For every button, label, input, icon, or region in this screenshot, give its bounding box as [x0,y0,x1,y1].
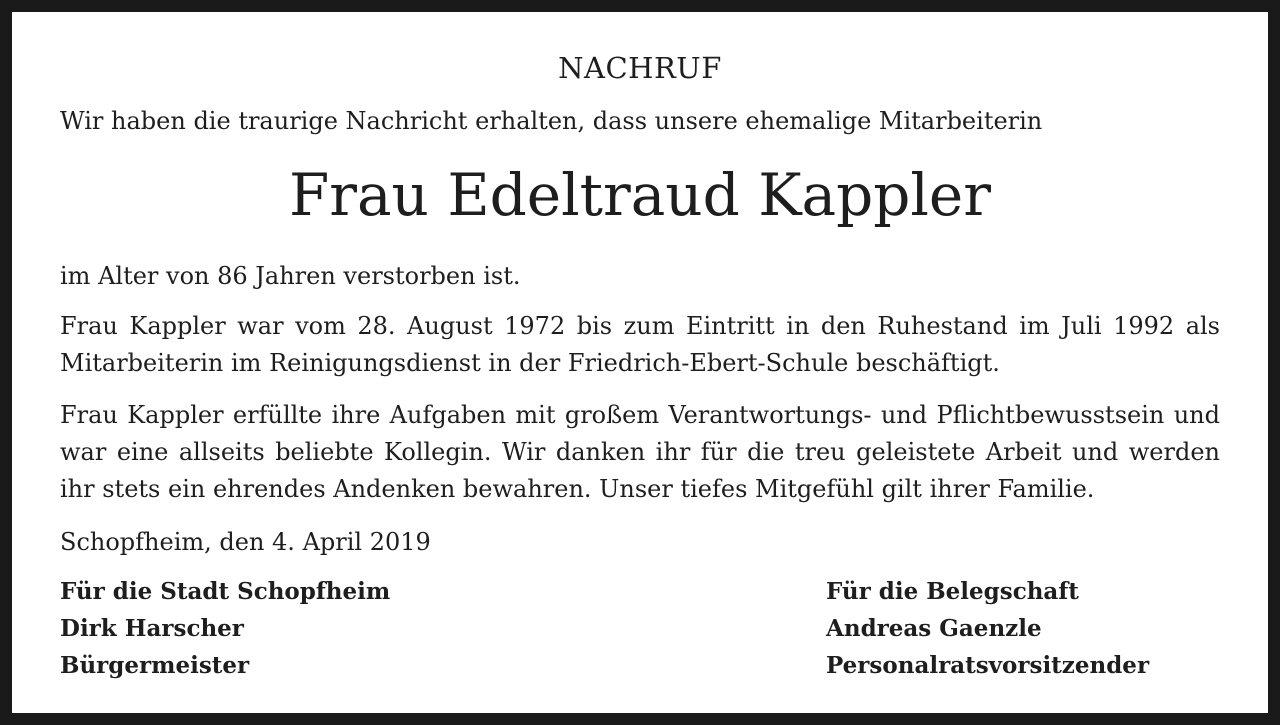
thanks-paragraph: Frau Kappler erfüllte ihre Aufgaben mit großem Verantwortungs- und Pflichtbewusstsein und war eine allseits beliebte Kollegin. Wir danken ihr für die treu geleistete Arbeit und werden ihr stets ein ehrendes Andenken bewahren. Unser tiefes Mitgefühl gilt ihrer Familie. [60,401,1220,503]
age-line: im Alter von 86 Jahren verstorben ist. [60,262,521,290]
signature-organization: Für die Belegschaft [826,578,1079,605]
intro-line: Wir haben die traurige Nachricht erhalten, dass unsere ehemalige Mitarbeiterin [60,107,1043,135]
signature-role: Personalratsvorsitzender [826,652,1150,679]
career-paragraph: Frau Kappler war vom 28. August 1972 bis zum Eintritt in den Ruhestand im Juli 1992 als Mitarbeiterin im Reinigungsdienst in der Friedrich-Ebert-Schule beschäftigt. [60,312,1220,377]
deceased-name: Frau Edeltraud Kappler [289,161,991,229]
signature-person: Andreas Gaenzle [826,615,1042,642]
signature-role: Bürgermeister [60,652,250,679]
signature-person: Dirk Harscher [60,615,244,642]
notice-heading: NACHRUF [558,51,722,85]
place-date: Schopfheim, den 4. April 2019 [60,528,431,556]
obituary-notice [12,12,1268,713]
signature-block-staff [826,573,1149,684]
signature-organization: Für die Stadt Schopfheim [60,578,391,605]
signature-block-city [60,573,390,684]
